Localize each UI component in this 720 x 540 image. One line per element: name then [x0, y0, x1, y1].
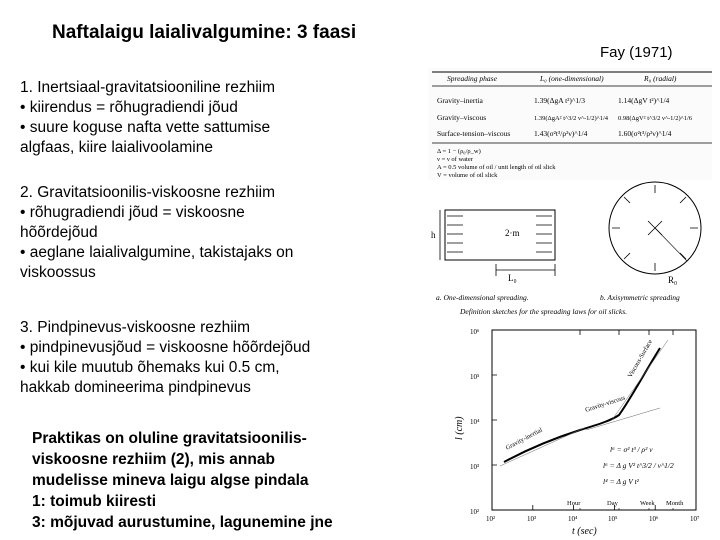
- x-tick: 10³: [527, 515, 537, 523]
- note-line: 3: mõjuvad aurustumine, lagunemine jne: [32, 514, 333, 531]
- x-tick: 10²: [486, 515, 496, 523]
- table-note: V = volume of oil slick: [437, 172, 498, 179]
- sketch-radius-label: R₀: [668, 275, 678, 285]
- table-header: R₀ (radial): [644, 74, 677, 83]
- note-line: 1: toimub kiiresti: [32, 493, 157, 510]
- curve-label: Viscous-Surface: [626, 338, 655, 379]
- time-mark: Hour: [567, 500, 581, 507]
- table-cell: Gravity–viscous: [437, 113, 487, 122]
- page-title: Naftalaigu laialivalgumine: 3 faasi: [52, 22, 357, 43]
- regime-2-line: hõõrdejõud: [20, 224, 98, 241]
- note-line: Praktikas on oluline gravitatsioonilis-: [32, 430, 307, 447]
- sketch-caption-a: a. One-dimensional spreading.: [436, 293, 529, 302]
- y-tick: 10³: [470, 463, 480, 471]
- equation: l⁶ = Δ g V² t^3/2 / ν^1/2: [603, 461, 674, 470]
- regime-1-heading: 1. Inertsiaal-gravitatsiooniline rezhiim: [20, 79, 276, 96]
- sketch-caption-b: b. Axisymmetric spreading: [600, 293, 680, 302]
- regime-3-line: • kui kile muutub õhemaks kui 0.5 cm,: [20, 359, 280, 376]
- regime-1-line: • kiirendus = rõhugradiendi jõud: [20, 99, 238, 116]
- table-cell: Gravity–inertia: [437, 96, 483, 105]
- y-tick: 10²: [470, 508, 480, 516]
- sketch-depth-label: h: [431, 230, 436, 240]
- curve-label: Gravity-inertial: [504, 426, 544, 452]
- equation: l⁴ = Δ g V t²: [603, 477, 639, 486]
- table-note: ν = ν of water: [437, 156, 473, 163]
- one-dimensional-sketch: [440, 210, 555, 276]
- time-mark: Day: [607, 500, 618, 507]
- regime-3-line: • pindpinevusjõud = viskoosne hõõrdejõud: [20, 339, 311, 356]
- time-mark: Month: [666, 500, 684, 507]
- curve-label: Gravity-viscous: [584, 394, 627, 414]
- x-axis-label: t (sec): [572, 526, 597, 537]
- x-tick: 10⁷: [690, 515, 700, 523]
- regime-1-line: algfaas, kiire laialivoolamine: [20, 139, 213, 156]
- y-tick: 10⁴: [470, 418, 480, 426]
- x-tick: 10⁵: [608, 515, 618, 523]
- regime-2-heading: 2. Gravitatsioonilis-viskoosne rezhiim: [20, 184, 275, 201]
- regime-2-line: • aeglane laialivalgumine, takistajaks on: [20, 244, 294, 261]
- table-cell: 1.14(ΔgV t²)^1/4: [618, 96, 670, 105]
- sketch-caption-main: Definition sketches for the spreading laws for oil slicks.: [460, 307, 627, 316]
- sketch-length-label: L₀: [508, 273, 517, 283]
- regime-2-line: • rõhugradiendi jõud = viskoosne: [20, 204, 245, 221]
- regime-3-line: hakkab domineerima pindpinevus: [20, 379, 251, 396]
- log-log-graph: [454, 328, 700, 537]
- regime-1-line: • suure koguse nafta vette sattumise: [20, 119, 271, 136]
- axisymmetric-sketch: [609, 182, 701, 274]
- equation: l⁶ = σ² t³ / ρ² ν: [610, 445, 653, 454]
- y-axis-label: l (cm): [454, 416, 465, 440]
- table-header: Spreading phase: [447, 74, 497, 83]
- table-header: L₀ (one-dimensional): [540, 74, 604, 83]
- spreading-laws-table: [428, 68, 712, 180]
- note-line: viskoosne rezhiim (2), mis annab: [32, 451, 275, 468]
- sketch-mid-label: 2·m: [505, 228, 520, 238]
- table-cell: 1.60(σ²t³/ρ²ν)^1/4: [618, 129, 672, 138]
- table-note: A = 0.5 volume of oil / unit length of oil slick: [437, 164, 556, 171]
- x-tick: 10⁶: [649, 515, 659, 523]
- x-tick: 10⁴: [568, 515, 578, 523]
- table-cell: 1.43(σ²t³/ρ²ν)^1/4: [534, 129, 588, 138]
- y-tick: 10⁶: [470, 328, 480, 336]
- table-cell: Surface-tension–viscous: [437, 129, 511, 138]
- note-line: mudelisse mineva laigu algse pindala: [32, 472, 309, 489]
- regime-2-line: viskoossus: [20, 264, 96, 281]
- source-label: Fay (1971): [600, 44, 673, 61]
- table-cell: 1.39(ΔgA t²)^1/3: [534, 96, 586, 105]
- time-mark: Week: [640, 500, 655, 507]
- table-note: Δ = 1 − (ρ₀/ρ_w): [437, 148, 481, 155]
- y-tick: 10⁵: [470, 373, 480, 381]
- table-cell: 1.39(ΔgA² t^3/2 ν^-1/2)^1/4: [534, 115, 609, 122]
- table-cell: 0.98(ΔgV² t^3/2 ν^-1/2)^1/6: [618, 115, 693, 122]
- regime-3-heading: 3. Pindpinevus-viskoosne rezhiim: [20, 319, 251, 336]
